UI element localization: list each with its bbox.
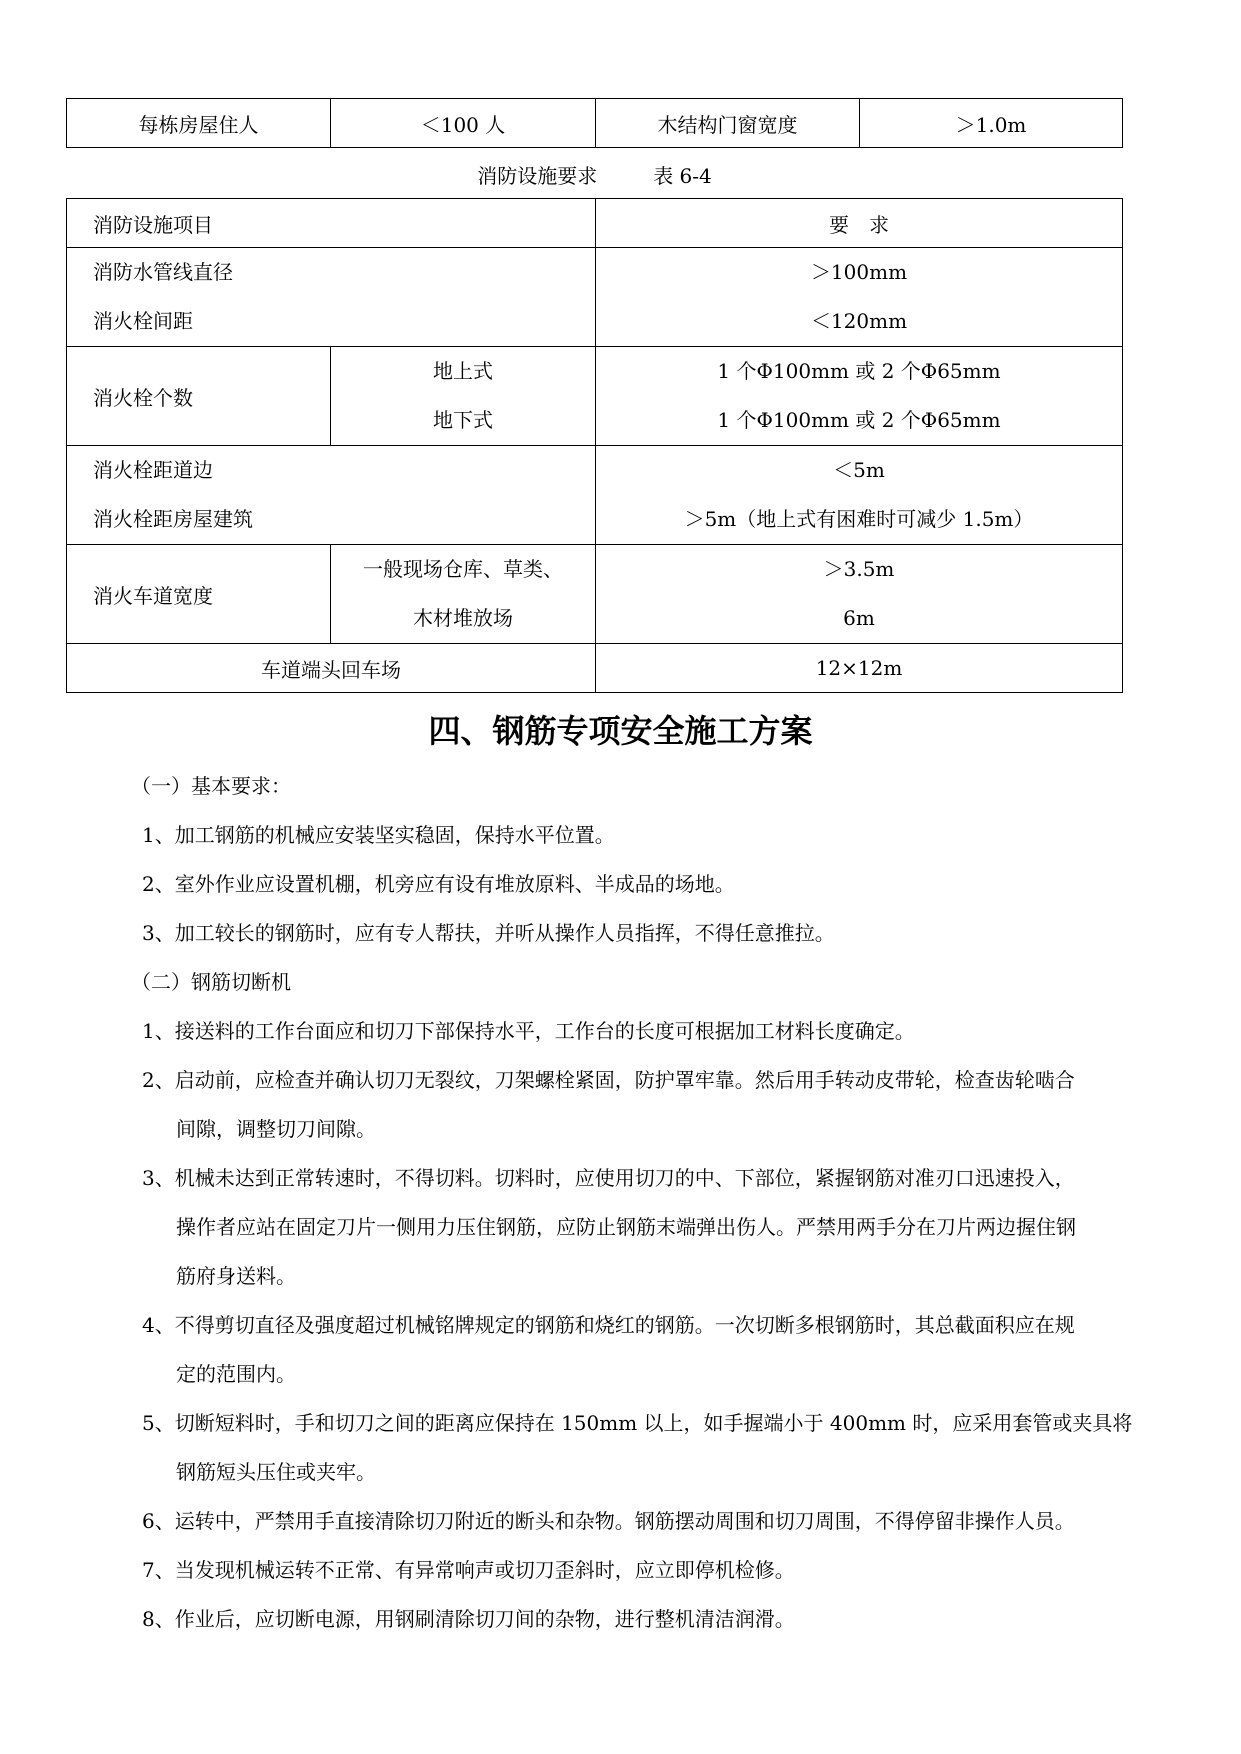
fire-lane-sub-line1: 一般现场仓库、草类、: [363, 557, 563, 581]
occupancy-value: ＜100 人: [331, 99, 596, 148]
table-row: [67, 99, 1123, 148]
turnaround-label: 车道端头回车场: [67, 644, 596, 693]
paragraph-continued: 定的范围内。: [176, 1362, 296, 1386]
fire-lane-label: 消火车道宽度: [67, 545, 331, 644]
door-width-label: 木结构门窗宽度: [596, 99, 860, 148]
below-ground-value: 1 个Φ100mm 或 2 个Φ65mm: [717, 408, 1001, 432]
paragraph: 2、启动前，应检查并确认切刀无裂纹，刀架螺栓紧固，防护罩牢靠。然后用手转动皮带轮，检查齿轮啮合: [142, 1068, 1075, 1092]
fire-lane-values: [596, 545, 1123, 644]
building-distance-value: ＞5m（地上式有困难时可减少 1.5m）: [684, 507, 1034, 531]
table-caption-title: 消防设施要求: [477, 164, 598, 188]
table-row: [67, 248, 1123, 347]
distance-values: [596, 446, 1123, 545]
subheading-cutter: （二）钢筋切断机: [131, 970, 291, 994]
fire-lane-sub-line2: 木材堆放场: [413, 606, 513, 630]
pipe-spacing-values: [596, 248, 1123, 347]
pipe-diameter-label: 消防水管线直径: [93, 260, 233, 284]
paragraph-continued: 操作者应站在固定刀片一侧用力压住钢筋，应防止钢筋末端弹出伤人。严禁用两手分在刀片两边握住钢: [176, 1215, 1076, 1239]
paragraph: 5、切断短料时，手和切刀之间的距离应保持在 150mm 以上，如手握端小于 400mm 时，应采用套管或夹具将: [142, 1411, 1133, 1435]
hydrant-type-labels: [331, 347, 596, 446]
hydrant-spacing-value: ＜120mm: [810, 309, 908, 333]
paragraph: 6、运转中，严禁用手直接清除切刀附近的断头和杂物。钢筋摆动周围和切刀周围，不得停留非操作人员。: [142, 1509, 1075, 1533]
paragraph: 8、作业后，应切断电源，用钢刷清除切刀间的杂物，进行整机清洁润滑。: [142, 1607, 795, 1631]
occupancy-table: [66, 98, 1123, 148]
hydrant-count-label: 消火栓个数: [67, 347, 331, 446]
table-caption-number: 表 6-4: [653, 164, 712, 188]
fire-facility-table: [66, 198, 1123, 693]
fire-lane-value2: 6m: [843, 606, 875, 630]
paragraph-continued: 间隙，调整切刀间隙。: [176, 1117, 376, 1141]
pipe-diameter-value: ＞100mm: [810, 260, 908, 284]
table-row: [67, 446, 1123, 545]
table-row: [67, 545, 1123, 644]
paragraph: 1、加工钢筋的机械应安装坚实稳固，保持水平位置。: [142, 823, 615, 847]
header-item: 消防设施项目: [67, 199, 596, 248]
paragraph: 2、室外作业应设置机棚，机旁应有设有堆放原料、半成品的场地。: [142, 872, 735, 896]
table-caption: [0, 160, 1189, 189]
paragraph: 3、加工较长的钢筋时，应有专人帮扶，并听从操作人员指挥，不得任意推拉。: [142, 921, 835, 945]
table-row: [67, 347, 1123, 446]
paragraph: 4、不得剪切直径及强度超过机械铭牌规定的钢筋和烧红的钢筋。一次切断多根钢筋时，其总截面积应在规: [142, 1313, 1075, 1337]
subheading-basic: （一）基本要求：: [131, 774, 291, 798]
pipe-spacing-labels: [67, 248, 596, 347]
building-distance-label: 消火栓距房屋建筑: [93, 507, 253, 531]
section-title: 四、钢筋专项安全施工方案: [428, 712, 813, 750]
turnaround-value: 12×12m: [596, 644, 1123, 693]
paragraph: 7、当发现机械运转不正常、有异常响声或切刀歪斜时，应立即停机检修。: [142, 1558, 795, 1582]
occupancy-label: 每栋房屋住人: [67, 99, 331, 148]
table-row: [67, 199, 1123, 248]
hydrant-spacing-label: 消火栓间距: [93, 309, 193, 333]
road-distance-label: 消火栓距道边: [93, 458, 213, 482]
above-ground-label: 地上式: [433, 359, 493, 383]
fire-lane-sub: [331, 545, 596, 644]
hydrant-count-values: [596, 347, 1123, 446]
paragraph: 1、接送料的工作台面应和切刀下部保持水平，工作台的长度可根据加工材料长度确定。: [142, 1019, 915, 1043]
paragraph-continued: 筋府身送料。: [176, 1264, 296, 1288]
paragraph-continued: 钢筋短头压住或夹牢。: [176, 1460, 376, 1484]
above-ground-value: 1 个Φ100mm 或 2 个Φ65mm: [717, 359, 1001, 383]
below-ground-label: 地下式: [433, 408, 493, 432]
fire-lane-value1: ＞3.5m: [823, 557, 895, 581]
distance-labels: [67, 446, 596, 545]
door-width-value: ＞1.0m: [860, 99, 1123, 148]
paragraph: 3、机械未达到正常转速时，不得切料。切料时，应使用切刀的中、下部位，紧握钢筋对准刃口迅速投入，: [142, 1166, 1075, 1190]
table-row: [67, 644, 1123, 693]
header-requirement: 要 求: [596, 199, 1123, 248]
road-distance-value: ＜5m: [833, 458, 885, 482]
